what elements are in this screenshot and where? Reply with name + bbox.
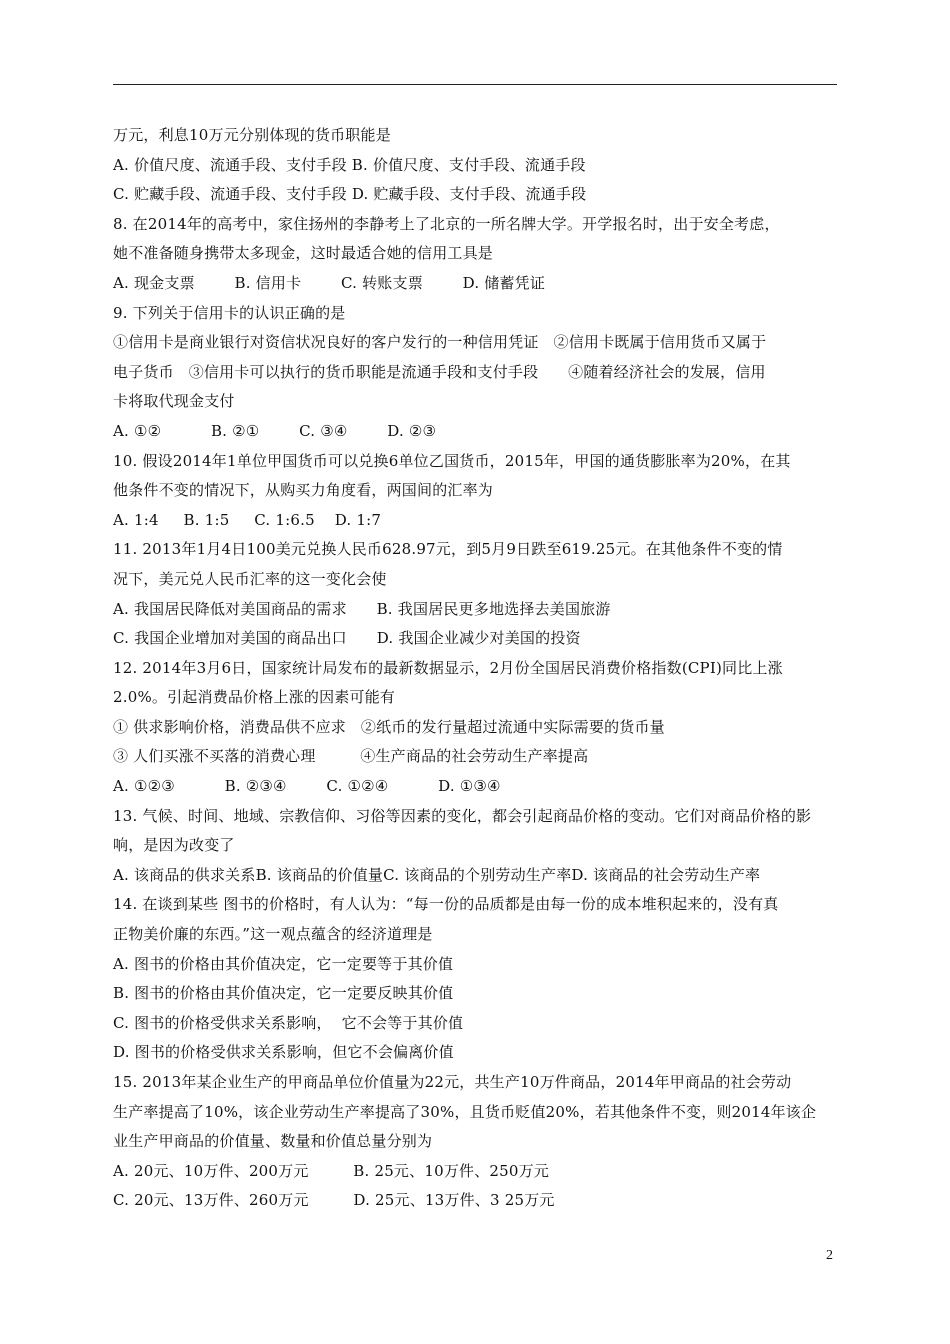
question-8: 8. 在2014年的高考中，家住扬州的李静考上了北京的一所名牌大学。开学报名时，出于安全考虑， xyxy=(113,214,780,233)
question-14: 14. 在谈到某些 图书的价格时，有人认为：“每一份的品质都是由每一份的成本堆积起来的，没有真 xyxy=(113,895,779,914)
text-line: A. 现金支票 B. 信用卡 C. 转账支票 D. 储蓄凭证 xyxy=(113,273,546,292)
header-rule xyxy=(113,84,837,85)
text-line: 业生产甲商品的价值量、数量和价值总量分别为 xyxy=(113,1132,433,1151)
text-line: C. 20元、13万件、260万元 D. 25元、13万件、3 25万元 xyxy=(113,1191,555,1210)
text-line: C. 图书的价格受供求关系影响， 它不会等于其价值 xyxy=(113,1013,464,1032)
question-13: 13. 气候、时间、地域、宗教信仰、习俗等因素的变化，都会引起商品价格的变动。它们对商品价格的影 xyxy=(113,806,812,825)
text-line: 万元，利息10万元分别体现的货币职能是 xyxy=(113,126,391,144)
text-line: A. 1:4 B. 1:5 C. 1:6.5 D. 1:7 xyxy=(113,510,382,529)
text-line: 卡将取代现金支付 xyxy=(113,392,235,411)
text-line: 响，是因为改变了 xyxy=(113,836,235,855)
text-line: A. 价值尺度、流通手段、支付手段 B. 价值尺度、支付手段、流通手段 xyxy=(113,155,586,174)
text-line: C. 我国企业增加对美国的商品出口 D. 我国企业减少对美国的投资 xyxy=(113,629,581,648)
text-line: 他条件不变的情况下，从购买力角度看，两国间的汇率为 xyxy=(113,481,494,500)
text-line: B. 图书的价格由其价值决定，它一定要反映其价值 xyxy=(113,984,454,1003)
question-11: 11. 2013年1月4日100美元兑换人民币628.97元，到5月9日跌至619.25元。在其他条件不变的情 xyxy=(113,540,783,559)
text-line: ①信用卡是商业银行对资信状况良好的客户发行的一种信用凭证 ②信用卡既属于信用货币又属于 xyxy=(113,333,767,352)
text-line: A. 图书的价格由其价值决定，它一定要等于其价值 xyxy=(113,954,454,973)
text-line: 她不准备随身携带太多现金，这时最适合她的信用工具是 xyxy=(113,244,494,263)
text-line: ① 供求影响价格，消费品供不应求 ②纸币的发行量超过流通中实际需要的货币量 xyxy=(113,717,665,736)
question-15: 15. 2013年某企业生产的甲商品单位价值量为22元，共生产10万件商品，2014年甲商品的社会劳动 xyxy=(113,1073,792,1091)
text-line: D. 图书的价格受供求关系影响，但它不会偏离价值 xyxy=(113,1043,454,1062)
text-line: A. 我国居民降低对美国商品的需求 B. 我国居民更多地选择去美国旅游 xyxy=(113,599,611,618)
question-12: 12. 2014年3月6日，国家统计局发布的最新数据显示，2月份全国居民消费价格指数(CPI)同比上涨 xyxy=(113,658,783,677)
question-10: 10. 假设2014年1单位甲国货币可以兑换6单位乙国货币，2015年，甲国的通货膨胀率为20%，在其 xyxy=(113,451,791,470)
text-line: A. ①② B. ②① C. ③④ D. ②③ xyxy=(113,421,437,440)
text-line: A. ①②③ B. ②③④ C. ①②④ D. ①③④ xyxy=(113,777,501,796)
text-line: 2.0%。引起消费品价格上涨的因素可能有 xyxy=(113,688,396,707)
text-line: 正物美价廉的东西。”这一观点蕴含的经济道理是 xyxy=(113,925,433,944)
page-number: 2 xyxy=(826,1248,833,1263)
text-line: 电子货币 ③信用卡可以执行的货币职能是流通手段和支付手段 ④随着经济社会的发展，信用 xyxy=(113,362,766,381)
text-line: A. 该商品的供求关系B. 该商品的价值量C. 该商品的个别劳动生产率D. 该商品的社会劳动生产率 xyxy=(113,865,761,884)
text-line: ③ 人们买涨不买落的消费心理 ④生产商品的社会劳动生产率提高 xyxy=(113,747,589,766)
text-line: 生产率提高了10%，该企业劳动生产率提高了30%，且货币贬值20%，若其他条件不变，则2014年该企 xyxy=(113,1102,817,1121)
text-line: 况下，美元兑人民币汇率的这一变化会使 xyxy=(113,569,387,588)
text-line: C. 贮藏手段、流通手段、支付手段 D. 贮藏手段、支付手段、流通手段 xyxy=(113,185,587,204)
document-body xyxy=(113,121,841,1216)
text-line: A. 20元、10万件、200万元 B. 25元、10万件、250万元 xyxy=(113,1161,550,1180)
question-9: 9. 下列关于信用卡的认识正确的是 xyxy=(113,303,346,322)
